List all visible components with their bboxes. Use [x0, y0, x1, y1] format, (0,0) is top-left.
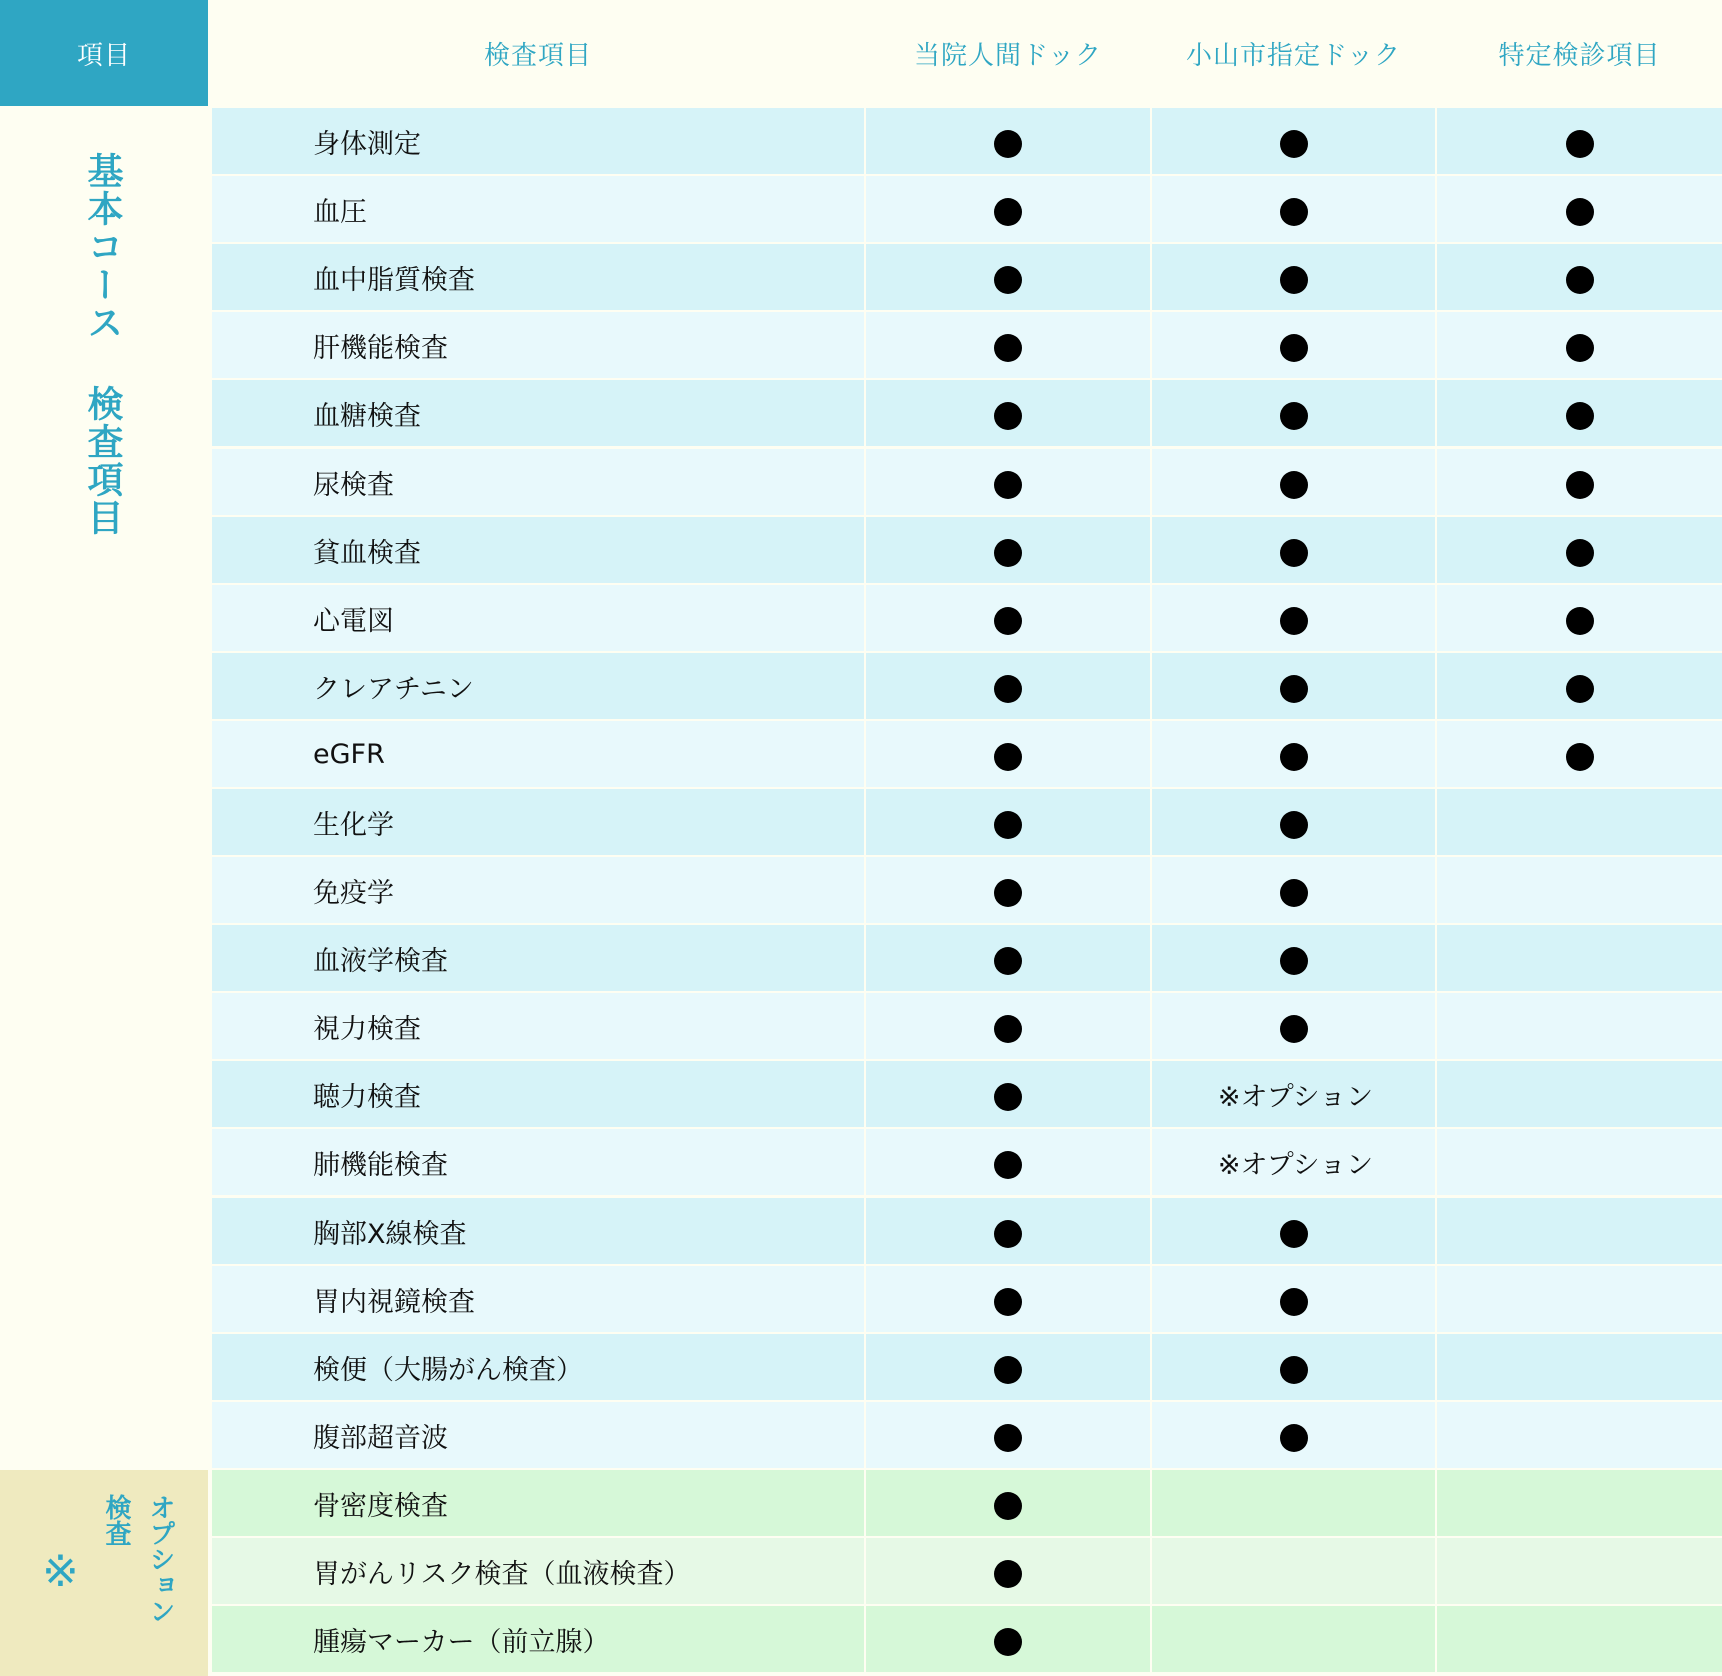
table-row	[212, 789, 1722, 855]
option-label-line2: オプション	[145, 1494, 175, 1624]
included-dot-icon	[994, 1220, 1022, 1248]
exam-name: 胃内視鏡検査	[212, 1266, 864, 1332]
mark-cell-col2	[1152, 312, 1435, 378]
mark-cell-col2	[1152, 1538, 1435, 1604]
mark-cell-col3	[1437, 1606, 1722, 1672]
mark-cell-col1	[866, 449, 1150, 515]
mark-cell-col3	[1437, 1198, 1722, 1264]
included-dot-icon	[1280, 947, 1308, 975]
mark-cell-col3	[1437, 721, 1722, 787]
mark-cell-col1	[866, 1402, 1150, 1468]
mark-cell-col1	[866, 1606, 1150, 1672]
mark-cell-col2	[1152, 1606, 1435, 1672]
included-dot-icon	[1566, 743, 1594, 771]
option-label-line1: 検査	[101, 1494, 131, 1546]
table-row	[212, 1334, 1722, 1400]
mark-cell-col3	[1437, 108, 1722, 174]
included-dot-icon	[994, 266, 1022, 294]
table-row	[212, 1538, 1722, 1604]
included-dot-icon	[1280, 1288, 1308, 1316]
mark-cell-col2	[1152, 449, 1435, 515]
exam-name: 心電図	[212, 585, 864, 651]
exam-name: 骨密度検査	[212, 1470, 864, 1536]
mark-cell-col1	[866, 312, 1150, 378]
mark-cell-col2	[1152, 857, 1435, 923]
exam-name: 腫瘍マーカー（前立腺）	[212, 1606, 864, 1672]
included-dot-icon	[994, 947, 1022, 975]
included-dot-icon	[994, 811, 1022, 839]
included-dot-icon	[1566, 539, 1594, 567]
included-dot-icon	[994, 198, 1022, 226]
mark-cell-col2	[1152, 789, 1435, 855]
included-dot-icon	[1280, 675, 1308, 703]
table-row	[212, 1402, 1722, 1468]
exam-name: クレアチニン	[212, 653, 864, 719]
header-specific-checkup: 特定検診項目	[1437, 0, 1722, 106]
included-dot-icon	[994, 539, 1022, 567]
mark-cell-col1	[866, 585, 1150, 651]
mark-cell-col1	[866, 925, 1150, 991]
mark-cell-col3	[1437, 1538, 1722, 1604]
exam-name: 腹部超音波	[212, 1402, 864, 1468]
included-dot-icon	[994, 1628, 1022, 1656]
header-item: 項目	[0, 0, 208, 106]
mark-cell-col1	[866, 1061, 1150, 1127]
mark-cell-col2	[1152, 1129, 1435, 1195]
table-row	[212, 380, 1722, 446]
header-exam-item: 検査項目	[212, 0, 864, 106]
table-row	[212, 1061, 1722, 1127]
included-dot-icon	[994, 879, 1022, 907]
option-section	[0, 1470, 208, 1676]
mark-cell-col1	[866, 108, 1150, 174]
mark-cell-col3	[1437, 925, 1722, 991]
mark-cell-col3	[1437, 1266, 1722, 1332]
included-dot-icon	[1566, 402, 1594, 430]
mark-cell-col1	[866, 244, 1150, 310]
mark-cell-col3	[1437, 380, 1722, 446]
included-dot-icon	[1280, 266, 1308, 294]
included-dot-icon	[1566, 130, 1594, 158]
mark-cell-col2	[1152, 993, 1435, 1059]
table-row	[212, 1266, 1722, 1332]
mark-cell-col3	[1437, 1402, 1722, 1468]
included-dot-icon	[1280, 539, 1308, 567]
mark-cell-col2	[1152, 517, 1435, 583]
included-dot-icon	[1280, 607, 1308, 635]
table-row	[212, 653, 1722, 719]
basic-course-section	[0, 108, 210, 1468]
table-row	[212, 244, 1722, 310]
mark-cell-col1	[866, 993, 1150, 1059]
included-dot-icon	[1280, 811, 1308, 839]
mark-cell-col2	[1152, 1266, 1435, 1332]
included-dot-icon	[994, 130, 1022, 158]
exam-name: 肝機能検査	[212, 312, 864, 378]
mark-cell-col3	[1437, 993, 1722, 1059]
mark-cell-col1	[866, 789, 1150, 855]
exam-name: 身体測定	[212, 108, 864, 174]
mark-cell-col1	[866, 1470, 1150, 1536]
exam-name: 検便（大腸がん検査）	[212, 1334, 864, 1400]
mark-cell-col2	[1152, 585, 1435, 651]
included-dot-icon	[994, 743, 1022, 771]
included-dot-icon	[994, 675, 1022, 703]
mark-cell-col1	[866, 517, 1150, 583]
exam-name: 血圧	[212, 176, 864, 242]
option-note: ※オプション	[1217, 1149, 1374, 1181]
mark-cell-col1	[866, 721, 1150, 787]
exam-name: 肺機能検査	[212, 1129, 864, 1195]
included-dot-icon	[994, 1424, 1022, 1452]
table-row	[212, 993, 1722, 1059]
exam-name: 免疫学	[212, 857, 864, 923]
table-row	[212, 721, 1722, 787]
included-dot-icon	[1280, 1424, 1308, 1452]
mark-cell-col1	[866, 1538, 1150, 1604]
mark-cell-col3	[1437, 789, 1722, 855]
table-row	[212, 585, 1722, 651]
table-row	[212, 1198, 1722, 1264]
mark-cell-col2	[1152, 380, 1435, 446]
exam-name: 血中脂質検査	[212, 244, 864, 310]
included-dot-icon	[994, 471, 1022, 499]
table-row	[212, 857, 1722, 923]
option-note: ※オプション	[1217, 1081, 1374, 1113]
exam-name: 胃がんリスク検査（血液検査）	[212, 1538, 864, 1604]
table-row	[212, 925, 1722, 991]
exam-name: 生化学	[212, 789, 864, 855]
mark-cell-col3	[1437, 517, 1722, 583]
included-dot-icon	[1280, 1015, 1308, 1043]
basic-course-title: 基本コース 検査項目	[82, 152, 123, 537]
exam-name: 聴力検査	[212, 1061, 864, 1127]
included-dot-icon	[1280, 198, 1308, 226]
included-dot-icon	[994, 334, 1022, 362]
mark-cell-col3	[1437, 449, 1722, 515]
exam-name: 貧血検査	[212, 517, 864, 583]
table-row	[212, 312, 1722, 378]
included-dot-icon	[1280, 743, 1308, 771]
included-dot-icon	[1280, 402, 1308, 430]
mark-cell-col3	[1437, 1061, 1722, 1127]
table-row	[212, 517, 1722, 583]
mark-cell-col3	[1437, 176, 1722, 242]
included-dot-icon	[1566, 471, 1594, 499]
exam-name: 視力検査	[212, 993, 864, 1059]
included-dot-icon	[1566, 675, 1594, 703]
included-dot-icon	[1280, 879, 1308, 907]
table-row	[212, 1606, 1722, 1672]
mark-cell-col2	[1152, 108, 1435, 174]
table-row	[212, 1129, 1722, 1195]
mark-cell-col1	[866, 1334, 1150, 1400]
header-oyama-dock: 小山市指定ドック	[1152, 0, 1435, 106]
mark-cell-col2	[1152, 176, 1435, 242]
mark-cell-col2	[1152, 1402, 1435, 1468]
included-dot-icon	[1566, 607, 1594, 635]
exam-name: 尿検査	[212, 449, 864, 515]
exam-name: eGFR	[212, 721, 864, 787]
mark-cell-col1	[866, 176, 1150, 242]
table-row	[212, 108, 1722, 174]
table-row	[212, 176, 1722, 242]
mark-cell-col1	[866, 1198, 1150, 1264]
mark-cell-col3	[1437, 312, 1722, 378]
table-row	[212, 1470, 1722, 1536]
mark-cell-col3	[1437, 653, 1722, 719]
included-dot-icon	[1280, 130, 1308, 158]
mark-cell-col3	[1437, 857, 1722, 923]
included-dot-icon	[994, 1492, 1022, 1520]
mark-cell-col3	[1437, 1129, 1722, 1195]
exam-name: 胸部X線検査	[212, 1198, 864, 1264]
mark-cell-col1	[866, 653, 1150, 719]
exam-name: 血液学検査	[212, 925, 864, 991]
included-dot-icon	[1566, 334, 1594, 362]
included-dot-icon	[994, 1151, 1022, 1179]
included-dot-icon	[994, 402, 1022, 430]
mark-cell-col1	[866, 1129, 1150, 1195]
mark-cell-col2	[1152, 1198, 1435, 1264]
included-dot-icon	[1566, 266, 1594, 294]
mark-cell-col2	[1152, 653, 1435, 719]
included-dot-icon	[1280, 334, 1308, 362]
included-dot-icon	[994, 1083, 1022, 1111]
included-dot-icon	[1280, 1356, 1308, 1384]
included-dot-icon	[994, 1356, 1022, 1384]
mark-cell-col3	[1437, 244, 1722, 310]
table-row	[212, 449, 1722, 515]
included-dot-icon	[994, 607, 1022, 635]
included-dot-icon	[1280, 471, 1308, 499]
mark-cell-col2	[1152, 244, 1435, 310]
mark-cell-col2	[1152, 1470, 1435, 1536]
mark-cell-col3	[1437, 1334, 1722, 1400]
table-header	[0, 0, 1722, 108]
mark-cell-col2	[1152, 925, 1435, 991]
included-dot-icon	[994, 1015, 1022, 1043]
included-dot-icon	[1566, 198, 1594, 226]
mark-cell-col1	[866, 1266, 1150, 1332]
mark-cell-col3	[1437, 585, 1722, 651]
mark-cell-col2	[1152, 721, 1435, 787]
mark-cell-col2	[1152, 1334, 1435, 1400]
included-dot-icon	[994, 1560, 1022, 1588]
mark-cell-col3	[1437, 1470, 1722, 1536]
included-dot-icon	[1280, 1220, 1308, 1248]
mark-cell-col1	[866, 857, 1150, 923]
mark-cell-col1	[866, 380, 1150, 446]
header-hospital-dock: 当院人間ドック	[866, 0, 1150, 106]
included-dot-icon	[994, 1288, 1022, 1316]
mark-cell-col2	[1152, 1061, 1435, 1127]
exam-name: 血糖検査	[212, 380, 864, 446]
option-mark: ※	[42, 1546, 79, 1597]
